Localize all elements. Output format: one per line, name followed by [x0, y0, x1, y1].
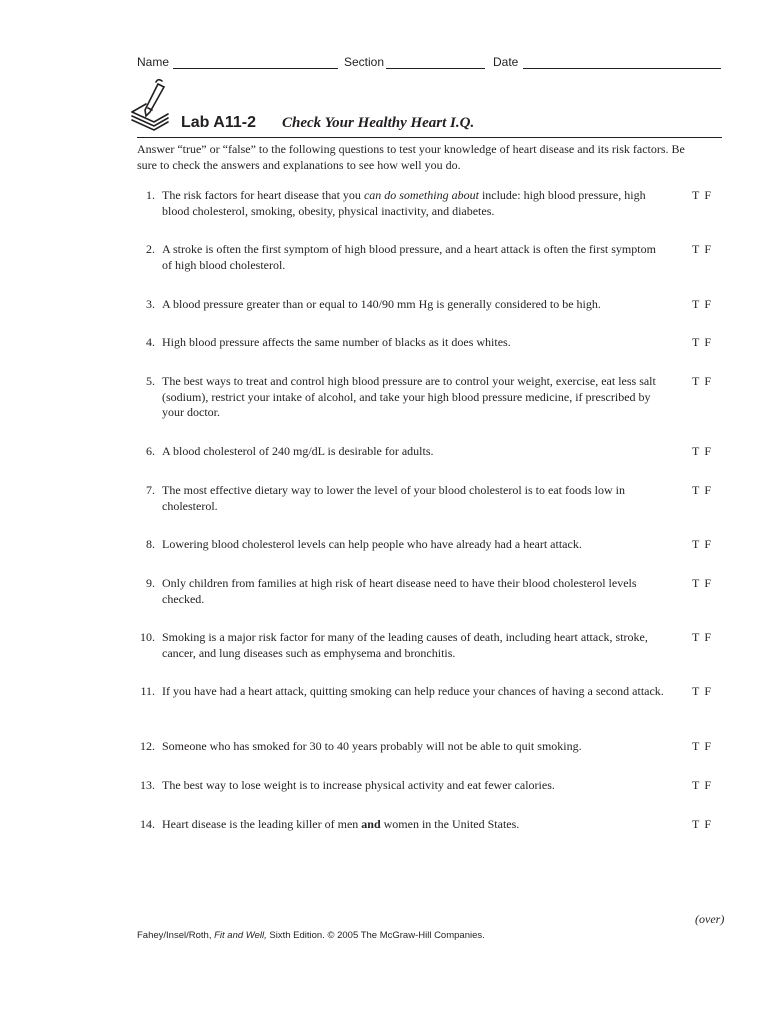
- true-false-choice: [692, 739, 722, 755]
- question-text: The best ways to treat and control high blood pressure are to control your weight, exercise, eat less salt (sodium), restrict your intake of alcohol, and take your high blood pressure medicine, if prescribed by your doctor.: [162, 374, 656, 419]
- true-false-choice: [692, 483, 722, 499]
- pencil-paper-icon: [128, 78, 172, 132]
- over-note: (over): [695, 912, 725, 926]
- false-option[interactable]: F: [704, 684, 712, 698]
- true-option[interactable]: T: [692, 444, 700, 458]
- question-number: 10.: [140, 630, 155, 644]
- false-option[interactable]: F: [704, 576, 712, 590]
- instructions: Answer “true” or “false” to the following questions to test your knowledge of heart disease and its risk factors. Be sure to check the answers and explanations to see how well you do.: [137, 142, 685, 172]
- true-false-choice: [692, 297, 722, 313]
- true-option[interactable]: T: [692, 297, 700, 311]
- false-option[interactable]: F: [704, 242, 712, 256]
- question-number: 7.: [146, 483, 155, 497]
- question-number: 1.: [146, 188, 155, 202]
- question-number: 11.: [140, 684, 155, 698]
- question-number: 6.: [146, 444, 155, 458]
- question-number: 13.: [140, 778, 155, 792]
- true-false-choice: [692, 444, 722, 460]
- student-info-fields: [137, 55, 721, 73]
- true-option[interactable]: T: [692, 188, 700, 202]
- question-number: 9.: [146, 576, 155, 590]
- question-text: If you have had a heart attack, quitting smoking can help reduce your chances of having a second attack.: [162, 684, 664, 698]
- false-option[interactable]: F: [704, 739, 712, 753]
- lab-number: Lab A11-2: [181, 114, 256, 131]
- true-false-choice: [692, 630, 722, 646]
- false-option[interactable]: F: [704, 537, 712, 551]
- true-false-choice: [692, 335, 722, 351]
- true-false-choice: [692, 576, 722, 592]
- footer-citation: Fahey/Insel/Roth, Fit and Well, Sixth Edition. © 2005 The McGraw-Hill Companies.: [137, 930, 485, 941]
- question-text: The most effective dietary way to lower the level of your blood cholesterol is to eat foods low in cholesterol.: [162, 483, 625, 513]
- true-option[interactable]: T: [692, 576, 700, 590]
- title-divider: [137, 137, 722, 138]
- question-text: A stroke is often the first symptom of high blood pressure, and a heart attack is often the first symptom of high blood cholesterol.: [162, 242, 656, 272]
- question-number: 12.: [140, 739, 155, 753]
- false-option[interactable]: F: [704, 335, 712, 349]
- question-number: 8.: [146, 537, 155, 551]
- true-option[interactable]: T: [692, 483, 700, 497]
- false-option[interactable]: F: [704, 374, 712, 388]
- question-text: Smoking is a major risk factor for many of the leading causes of death, including heart attack, stroke, cancer, and lung diseases such as emphysema and bronchitis.: [162, 630, 648, 660]
- question-text: A blood cholesterol of 240 mg/dL is desirable for adults.: [162, 444, 434, 458]
- true-false-choice: [692, 374, 722, 390]
- question-text: The risk factors for heart disease that you can do something about include: high blood pressure, high blood cholesterol, smoking, obesity, physical inactivity, and diabetes.: [162, 188, 646, 218]
- name-label: Name: [137, 55, 170, 69]
- question-text: Only children from families at high risk of heart disease need to have their blood cholesterol levels checked.: [162, 576, 637, 606]
- date-field[interactable]: [523, 68, 721, 69]
- question-number: 4.: [146, 335, 155, 349]
- false-option[interactable]: F: [704, 630, 712, 644]
- true-false-choice: [692, 188, 722, 204]
- true-option[interactable]: T: [692, 335, 700, 349]
- question-number: 3.: [146, 297, 155, 311]
- name-field[interactable]: [173, 68, 338, 69]
- true-option[interactable]: T: [692, 537, 700, 551]
- false-option[interactable]: F: [704, 483, 712, 497]
- false-option[interactable]: F: [704, 188, 712, 202]
- false-option[interactable]: F: [704, 444, 712, 458]
- section-field[interactable]: [386, 68, 485, 69]
- false-option[interactable]: F: [704, 297, 712, 311]
- true-option[interactable]: T: [692, 778, 700, 792]
- true-option[interactable]: T: [692, 374, 700, 388]
- true-false-choice: [692, 537, 722, 553]
- question-number: 2.: [146, 242, 155, 256]
- false-option[interactable]: F: [704, 817, 712, 831]
- section-label: Section: [344, 55, 385, 69]
- true-false-choice: [692, 684, 722, 700]
- true-false-choice: [692, 817, 722, 833]
- true-option[interactable]: T: [692, 630, 700, 644]
- true-option[interactable]: T: [692, 739, 700, 753]
- question-number: 14.: [140, 817, 155, 831]
- date-label: Date: [493, 55, 519, 69]
- lab-title: Check Your Healthy Heart I.Q.: [282, 115, 475, 131]
- question-text: High blood pressure affects the same number of blacks as it does whites.: [162, 335, 511, 349]
- true-option[interactable]: T: [692, 242, 700, 256]
- true-option[interactable]: T: [692, 817, 700, 831]
- true-false-choice: [692, 778, 722, 794]
- question-text: A blood pressure greater than or equal to 140/90 mm Hg is generally considered to be high.: [162, 297, 601, 311]
- question-text: Heart disease is the leading killer of men and women in the United States.: [162, 817, 520, 831]
- true-false-choice: [692, 242, 722, 258]
- question-text: Lowering blood cholesterol levels can help people who have already had a heart attack.: [162, 537, 582, 551]
- question-text: The best way to lose weight is to increase physical activity and eat fewer calories.: [162, 778, 555, 792]
- question-number: 5.: [146, 374, 155, 388]
- question-text: Someone who has smoked for 30 to 40 years probably will not be able to quit smoking.: [162, 739, 582, 753]
- false-option[interactable]: F: [704, 778, 712, 792]
- true-option[interactable]: T: [692, 684, 700, 698]
